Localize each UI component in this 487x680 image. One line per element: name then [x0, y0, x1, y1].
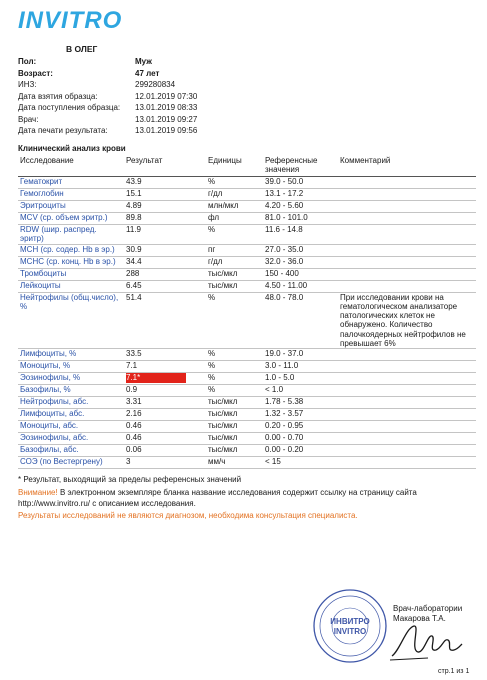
test-result: 11.9 [126, 225, 141, 234]
table-row [18, 349, 476, 361]
test-result: 34.4 [126, 256, 142, 266]
test-reference: 48.0 - 78.0 [265, 292, 304, 302]
test-comment [338, 409, 476, 421]
table-row [18, 244, 476, 256]
test-name[interactable]: Эритроциты [20, 201, 66, 210]
test-name[interactable]: Моноциты, % [20, 361, 71, 371]
test-name[interactable]: Базофилы, % [20, 385, 71, 395]
header-reference: Референсные значения [263, 156, 338, 177]
test-unit: тыс/мкл [208, 433, 238, 443]
test-reference: 0.00 - 0.20 [265, 445, 304, 455]
test-reference: 3.0 - 11.0 [265, 361, 299, 371]
test-reference: 39.0 - 50.0 [265, 177, 304, 186]
test-reference: 150 - 400 [265, 268, 299, 278]
test-unit: г/дл [208, 256, 223, 266]
test-result [124, 373, 206, 385]
test-comment [338, 225, 476, 245]
test-reference: 4.20 - 5.60 [265, 201, 304, 210]
test-reference: 1.32 - 3.57 [265, 409, 304, 419]
table-row [18, 421, 476, 433]
svg-text:ИНВИТРО: ИНВИТРО [330, 617, 370, 626]
test-name[interactable]: RDW (шир. распред. эритр) [20, 225, 97, 244]
test-unit: тыс/мкл [208, 409, 238, 419]
test-unit: пг [208, 244, 216, 254]
info-value: 12.01.2019 07:30 [135, 91, 198, 101]
test-result: 6.45 [126, 280, 142, 290]
page-number: стр.1 из 1 [438, 668, 470, 675]
info-label: Возраст: [18, 68, 53, 78]
info-label: Врач: [18, 114, 39, 124]
test-comment [338, 433, 476, 445]
test-result: 0.06 [126, 445, 142, 455]
test-comment [338, 457, 476, 469]
table-row [18, 433, 476, 445]
test-name[interactable]: Лимфоциты, абс. [20, 409, 85, 419]
test-name[interactable]: Тромбоциты [20, 268, 67, 278]
test-name[interactable]: Нейтрофилы, абс. [20, 397, 89, 407]
test-reference: < 1.0 [265, 385, 284, 395]
section-title: Клинический анализ крови [18, 144, 126, 153]
test-result: 43.9 [126, 177, 142, 186]
test-unit: % [208, 177, 216, 186]
test-comment [338, 349, 476, 361]
test-name[interactable]: Гематокрит [20, 177, 63, 186]
test-unit: мм/ч [208, 457, 226, 467]
test-reference: 0.20 - 0.95 [265, 421, 304, 431]
info-value: 13.01.2019 09:27 [135, 114, 198, 124]
table-row [18, 409, 476, 421]
test-name[interactable]: Базофилы, абс. [20, 445, 79, 455]
info-label: Дата печати результата: [18, 126, 108, 135]
header-test: Исследование [18, 156, 124, 177]
test-comment [338, 361, 476, 373]
test-comment [338, 201, 476, 213]
test-reference: 1.0 - 5.0 [265, 373, 295, 383]
test-unit: тыс/мкл [208, 445, 238, 455]
table-row [18, 189, 476, 201]
test-result: 3 [126, 457, 131, 467]
test-comment [338, 244, 476, 256]
table-row [18, 280, 476, 292]
signature-icon [388, 620, 464, 664]
test-name[interactable]: СОЭ (по Вестергрену) [20, 457, 103, 467]
test-unit: % [208, 292, 216, 302]
test-name[interactable]: MCHC (ср. конц. Hb в эр.) [20, 256, 116, 266]
test-comment [338, 213, 476, 225]
info-row [18, 68, 197, 80]
laboratory-stamp-icon [312, 588, 388, 664]
info-value: Муж [135, 57, 152, 66]
test-unit: г/дл [208, 189, 223, 198]
patient-info [18, 56, 197, 137]
table-row [18, 201, 476, 213]
test-comment [338, 189, 476, 201]
test-comment [338, 421, 476, 433]
test-comment [338, 268, 476, 280]
test-reference: 11.6 - 14.8 [265, 225, 303, 234]
test-result: 2.16 [126, 409, 142, 419]
results-table [18, 156, 476, 469]
test-result: 4.89 [126, 201, 142, 210]
table-row [18, 268, 476, 280]
header-comment: Комментарий [338, 156, 476, 177]
test-name[interactable]: Нейтрофилы (общ.число), % [20, 292, 119, 311]
test-comment [338, 397, 476, 409]
test-unit: % [208, 225, 216, 234]
test-result: 0.9 [126, 385, 138, 395]
invitro-logo: INVITRO [18, 7, 123, 34]
test-name[interactable]: Эозинофилы, % [20, 373, 81, 383]
test-reference: < 15 [265, 457, 281, 467]
info-row [18, 102, 197, 114]
test-comment [338, 177, 476, 189]
doctor-title: Врач-лаборатории [393, 604, 463, 613]
table-row [18, 361, 476, 373]
test-result: 30.9 [126, 244, 142, 254]
test-comment [338, 256, 476, 268]
test-result: 7.1 [126, 361, 138, 371]
footnote: * Результат, выходящий за пределы референсных значений [18, 475, 242, 484]
header-units: Единицы [206, 156, 263, 177]
test-unit: тыс/мкл [208, 268, 238, 278]
info-value: 13.01.2019 08:33 [135, 103, 198, 112]
table-row [18, 225, 476, 245]
test-unit: фл [208, 213, 220, 222]
test-unit: % [208, 361, 216, 371]
test-reference: 27.0 - 35.0 [265, 244, 304, 254]
test-reference: 1.78 - 5.38 [265, 397, 304, 407]
test-reference: 32.0 - 36.0 [265, 256, 304, 266]
table-row [18, 177, 476, 189]
test-result: 51.4 [126, 292, 142, 302]
info-row [18, 91, 197, 103]
info-value: 47 лет [135, 68, 160, 78]
test-reference: 19.0 - 37.0 [265, 349, 304, 359]
test-name[interactable]: Эозинофилы, абс. [20, 433, 89, 443]
info-row [18, 79, 197, 91]
info-row [18, 56, 197, 68]
test-result: 15.1 [126, 189, 142, 198]
test-result: 33.5 [126, 349, 142, 359]
test-name[interactable]: Гемоглобин [20, 189, 64, 198]
test-reference: 4.50 - 11.00 [265, 280, 308, 290]
table-header-row [18, 156, 476, 177]
test-reference: 13.1 - 17.2 [265, 189, 304, 198]
table-row [18, 292, 476, 349]
info-row [18, 114, 197, 126]
test-name[interactable]: Лимфоциты, % [20, 349, 77, 359]
info-label: Пол: [18, 57, 37, 66]
header-result: Результат [124, 156, 206, 177]
table-row [18, 373, 476, 385]
test-comment: При исследовании крови на гематологическом анализаторе патологических клеток не обнаружено. Количество палочкоядерных нейтрофилов не превышает 6% [340, 292, 466, 349]
test-comment [338, 385, 476, 397]
test-result: 288 [126, 268, 140, 278]
svg-text:INVITRO: INVITRO [333, 627, 367, 636]
patient-name: В ОЛЕГ [66, 44, 98, 54]
info-label: ИНЗ: [18, 80, 37, 89]
table-row [18, 256, 476, 268]
test-unit: % [208, 373, 216, 383]
table-row [18, 397, 476, 409]
test-unit: % [208, 385, 216, 395]
info-value: 299280834 [135, 80, 176, 89]
test-unit: тыс/мкл [208, 421, 238, 431]
test-unit: тыс/мкл [208, 280, 238, 290]
table-row [18, 385, 476, 397]
doctor-name: Макарова Т.А. [393, 613, 446, 623]
out-of-range-badge: 7.1* [126, 373, 186, 382]
test-name[interactable]: Моноциты, абс. [20, 421, 79, 431]
test-name[interactable]: MCH (ср. содер. Hb в эр.) [20, 244, 115, 254]
notice [18, 488, 468, 509]
test-result: 0.46 [126, 421, 142, 431]
test-unit: тыс/мкл [208, 397, 238, 407]
info-value: 13.01.2019 09:56 [135, 126, 198, 135]
info-row [18, 125, 197, 137]
notice-warning-label: Внимание! [18, 488, 58, 497]
test-name[interactable]: MCV (ср. объем эритр.) [20, 213, 108, 222]
info-label: Дата взятия образца: [18, 91, 98, 101]
test-name[interactable]: Лейкоциты [20, 280, 61, 290]
info-label: Дата поступления образца: [18, 103, 121, 112]
notice-text: В электронном экземпляре бланка название исследования содержит ссылку на страницу сайта http://www.invitro.ru/ с описанием исследования. [18, 488, 417, 508]
test-comment [338, 373, 476, 385]
test-comment [338, 445, 476, 457]
test-unit: % [208, 349, 216, 359]
test-result: 3.31 [126, 397, 142, 407]
test-unit: млн/мкл [208, 201, 239, 210]
table-row [18, 457, 476, 469]
test-result: 89.8 [126, 213, 142, 222]
table-row [18, 213, 476, 225]
test-comment [338, 280, 476, 292]
table-row [18, 445, 476, 457]
test-result: 0.46 [126, 433, 142, 443]
test-reference: 81.0 - 101.0 [265, 213, 308, 222]
test-reference: 0.00 - 0.70 [265, 433, 304, 443]
disclaimer: Результаты исследований не являются диагнозом, необходима консультация специалиста. [18, 511, 358, 520]
